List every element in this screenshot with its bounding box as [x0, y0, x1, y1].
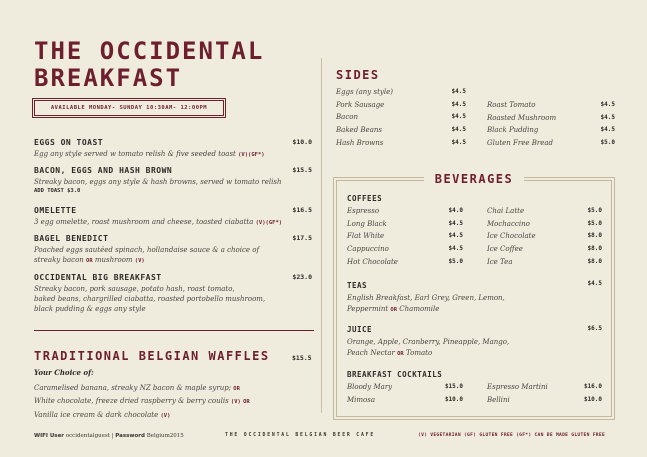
coffees-list-left	[347, 205, 463, 268]
wifi-info: WIFI User occidentalguest | Password Belgium2015	[34, 433, 184, 439]
item-price: $17.5	[292, 234, 312, 242]
item-price: $23.0	[292, 273, 312, 281]
item-desc-line: Streaky bacon, pork sausage, potato hash, roast tomato,	[34, 285, 235, 293]
side-item: Baked Beans $4.5	[336, 126, 466, 135]
cocktails-list-right	[487, 381, 602, 406]
waffles-options	[34, 382, 324, 422]
or-word: OR	[397, 350, 404, 357]
item-name: OMELETTE	[34, 206, 77, 215]
item-desc-bacon: streaky bacon	[34, 256, 84, 264]
section-divider	[34, 330, 314, 331]
coffees-list-right	[487, 205, 602, 268]
waffle-option-1: Caramelised banana, streaky NZ bacon & maple syrup;	[34, 384, 232, 392]
item-tag: (V)	[134, 258, 145, 264]
beverages-title: BEVERAGES	[424, 170, 524, 188]
wifi-label: WIFI User	[34, 433, 65, 439]
coffee-item: Ice Coffee $8.0	[487, 245, 602, 254]
menu-item-big-breakfast	[34, 273, 312, 314]
item-desc-mushroom: mushroom	[94, 256, 133, 264]
side-item: Black Pudding $4.5	[487, 126, 615, 135]
menu-item-eggs-on-toast	[34, 138, 312, 160]
juice-description: Orange, Apple, Cranberry, Pineapple, Mango, Peach Nectar OR Tomato	[347, 338, 510, 357]
item-tag: (V)(GF*)	[255, 220, 283, 226]
juice-title: JUICE	[347, 325, 373, 334]
coffee-item: Flat White $4.5	[347, 232, 463, 241]
coffee-item: Long Black $4.5	[347, 219, 463, 228]
veg-tag: (V)	[230, 399, 241, 406]
waffle-option-2: White chocolate, freeze dried raspberry & berry coulis	[34, 397, 229, 406]
item-desc: Egg any style served w tomato relish & five seeded toast	[34, 150, 236, 158]
or-word: OR	[243, 399, 250, 406]
item-name: BAGEL BENEDICT	[34, 234, 109, 243]
menu-item-bacon-eggs-hash	[34, 166, 312, 196]
sides-list-right	[487, 99, 615, 150]
or-word: OR	[390, 306, 398, 313]
item-price: $15.5	[292, 166, 312, 174]
item-price: $16.5	[292, 206, 312, 214]
item-desc-line: black pudding & eggs any style	[34, 305, 146, 313]
menu-title	[34, 38, 264, 92]
availability-banner: AVAILABLE MONDAY- SUNDAY 10:30AM- 12:00PM	[34, 100, 224, 116]
footer-brand: THE OCCIDENTAL BELGIAN BEER CAFE	[225, 433, 376, 438]
waffles-choice-label: Your Choice of:	[34, 368, 94, 377]
coffee-item: Cappuccino $4.5	[347, 245, 463, 254]
sides-list-left	[336, 86, 466, 149]
side-item: Hash Browns $4.5	[336, 138, 466, 147]
cocktail-item: Bellini $10.0	[487, 395, 602, 404]
waffles-title: TRADITIONAL BELGIAN WAFFLES	[34, 349, 270, 363]
sides-title: SIDES	[336, 68, 380, 82]
side-item: Bacon $4.5	[336, 113, 466, 122]
wifi-password: Belgium2015	[146, 433, 184, 439]
item-desc: Poached eggs sautéed spinach, hollandaise sauce & a choice of	[34, 246, 260, 254]
side-item: Eggs (any style) $4.5	[336, 88, 466, 96]
cocktails-list-left	[347, 381, 463, 406]
title-line-1: THE OCCIDENTAL	[34, 37, 265, 65]
menu-item-bagel-benedict	[34, 234, 312, 266]
coffees-title: COFFEES	[347, 194, 383, 203]
side-item: Roasted Mushroom $4.5	[487, 113, 615, 122]
veg-tag: (V)	[160, 412, 171, 419]
item-price: $10.0	[292, 138, 312, 146]
side-item: Pork Sausage $4.5	[336, 100, 466, 109]
coffee-item: Hot Chocolate $5.0	[347, 257, 463, 266]
wifi-user: occidentalguest	[65, 433, 110, 439]
dietary-legend: (V) VEGETARIAN (GF) GLUTEN FREE (GF*) CAN BE MADE GLUTEN FREE	[418, 433, 606, 438]
or-word: OR	[86, 258, 93, 264]
waffles-price: $15.5	[292, 354, 312, 362]
coffee-item: Chai Latte $5.0	[487, 207, 602, 215]
item-name: EGGS ON TOAST	[34, 138, 104, 147]
or-word: OR	[233, 386, 240, 392]
title-line-2: BREAKFAST	[34, 64, 183, 92]
cocktail-item: Bloody Mary $15.0	[347, 383, 463, 391]
cocktails-title: BREAKFAST COCKTAILS	[347, 370, 443, 379]
menu-item-omelette	[34, 206, 312, 228]
coffee-item: Ice Chocolate $8.0	[487, 232, 602, 241]
teas-description: English Breakfast, Earl Grey, Green, Lemon, Peppermint OR Chamomile	[347, 294, 505, 313]
side-item: Gluten Free Bread $5.0	[487, 139, 615, 148]
cocktail-item: Mimosa $10.0	[347, 395, 463, 404]
item-extra: ADD TOAST $3.0	[34, 188, 81, 194]
teas-title: TEAS	[347, 281, 368, 290]
side-item: Roast Tomato $4.5	[487, 101, 615, 109]
coffee-item: Mochaccino $5.0	[487, 219, 602, 228]
item-desc-line: baked beans, chargrilled ciabatta, roasted portobello mushroom,	[34, 295, 266, 303]
item-name: BACON, EGGS AND HASH BROWN	[34, 166, 173, 175]
coffee-item: Ice Tea $8.0	[487, 257, 602, 266]
item-desc: Streaky bacon, eggs any style & hash browns, served w tomato relish	[34, 178, 282, 186]
coffee-item: Espresso $4.0	[347, 207, 463, 215]
password-label: Password	[115, 433, 145, 439]
item-name: OCCIDENTAL BIG BREAKFAST	[34, 273, 162, 282]
column-divider	[321, 58, 322, 413]
cocktail-item: Espresso Martini $16.0	[487, 383, 602, 391]
item-desc: 3 egg omelette, roast mushroom and cheese, toasted ciabatta	[34, 218, 254, 226]
item-tag: (V)(GF*)	[238, 152, 265, 158]
waffle-option-3: Vanilla ice cream & dark chocolate	[34, 410, 159, 419]
